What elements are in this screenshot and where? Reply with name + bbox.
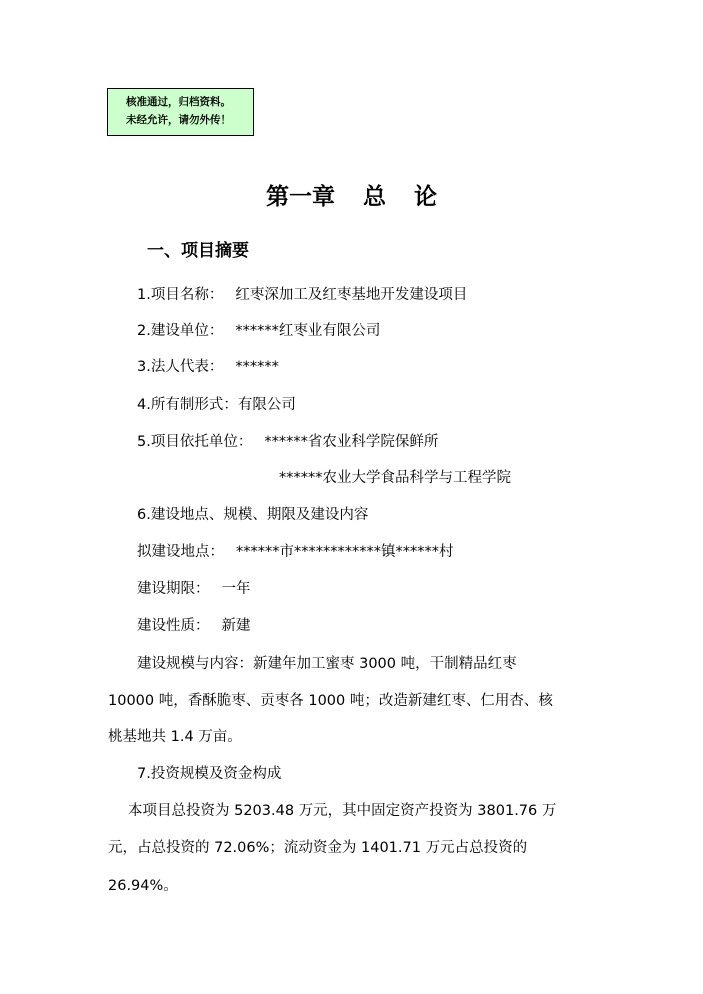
legal-rep-line: 3.法人代表： ****** bbox=[137, 359, 279, 375]
construction-unit-line: 2.建设单位： ******红枣业有限公司 bbox=[137, 323, 381, 339]
chapter-title: 第一章 总 论 bbox=[266, 184, 437, 210]
investment-line-2: 元，占总投资的 72.06%；流动资金为 1401.71 万元占总投资的 bbox=[108, 840, 528, 856]
investment-line-1: 本项目总投资为 5203.48 万元，其中固定资产投资为 3801.76 万 bbox=[128, 803, 557, 819]
support-unit-line: 5.项目依托单位： ******省农业科学院保鲜所 bbox=[137, 434, 439, 450]
scale-line-1: 建设规模与内容：新建年加工蜜枣 3000 吨，干制精品红枣 bbox=[137, 656, 517, 672]
ownership-line: 4.所有制形式：有限公司 bbox=[137, 397, 296, 413]
confidential-stamp bbox=[107, 88, 254, 136]
site-heading: 6.建设地点、规模、期限及建设内容 bbox=[137, 507, 369, 523]
nature-line: 建设性质： 新建 bbox=[137, 618, 251, 634]
section-title: 一、项目摘要 bbox=[147, 241, 249, 261]
project-name-line: 1.项目名称： 红枣深加工及红枣基地开发建设项目 bbox=[137, 287, 468, 303]
scale-line-2: 10000 吨，香酥脆枣、贡枣各 1000 吨；改造新建红枣、仁用杏、核 bbox=[108, 693, 553, 709]
stamp-line-1: 核准通过，归档资料。 bbox=[126, 96, 231, 108]
period-line: 建设期限： 一年 bbox=[137, 581, 251, 597]
investment-heading: 7.投资规模及资金构成 bbox=[137, 766, 282, 782]
scale-line-3: 桃基地共 1.4 万亩。 bbox=[108, 729, 242, 745]
investment-line-3: 26.94%。 bbox=[108, 878, 178, 894]
stamp-line-2: 未经允许，请勿外传！ bbox=[126, 114, 231, 126]
support-unit-line-2: ******农业大学食品科学与工程学院 bbox=[279, 470, 511, 486]
site-line: 拟建设地点： ******市************镇******村 bbox=[137, 544, 454, 560]
